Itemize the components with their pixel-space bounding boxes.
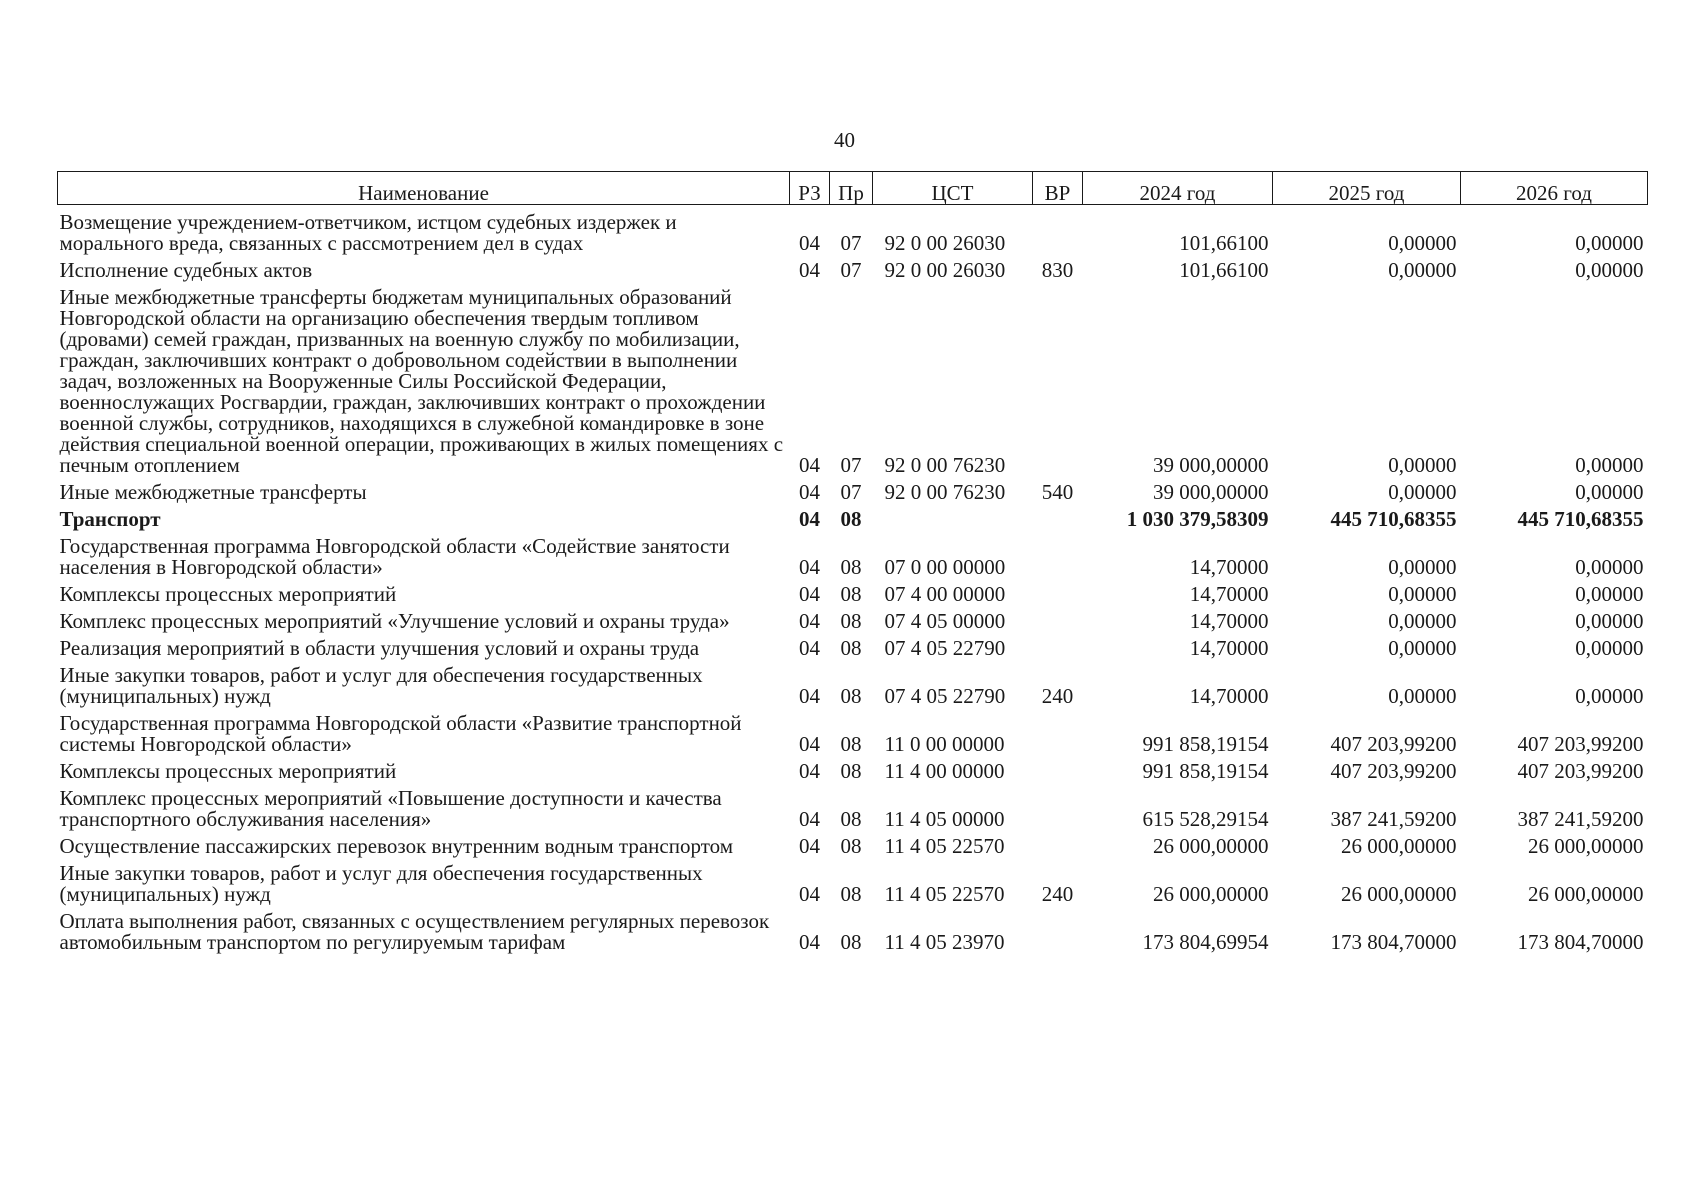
row-cst: 07 4 00 00000	[884, 582, 1006, 606]
row-rz: 04	[799, 453, 820, 477]
table-row	[58, 755, 1648, 782]
row-2025: 0,00000	[1388, 636, 1457, 660]
row-2026: 0,00000	[1575, 231, 1644, 255]
row-2024: 991 858,19154	[1142, 759, 1269, 783]
row-2024: 173 804,69954	[1142, 930, 1269, 954]
row-2026: 407 203,99200	[1517, 759, 1644, 783]
row-2024: 991 858,19154	[1142, 732, 1269, 756]
row-2024: 14,70000	[1189, 636, 1269, 660]
row-2025: 0,00000	[1388, 684, 1457, 708]
header-2024: 2024 год	[1083, 172, 1273, 205]
table-header-row	[58, 172, 1648, 205]
header-2025: 2025 год	[1273, 172, 1461, 205]
row-vr	[1033, 632, 1083, 659]
table-row	[58, 254, 1648, 281]
budget-table	[57, 171, 1648, 953]
row-pr: 08	[840, 582, 862, 606]
header-name: Наименование	[58, 172, 790, 205]
row-name: Оплата выполнения работ, связанных с осуществлением регулярных перевозок автомобильным транспортом по регулируемым тарифам	[59, 909, 770, 954]
row-name: Иные межбюджетные трансферты	[59, 480, 367, 504]
row-2025: 0,00000	[1388, 453, 1457, 477]
row-2025: 387 241,59200	[1330, 807, 1457, 831]
table-row	[58, 530, 1648, 578]
row-cst: 92 0 00 76230	[884, 453, 1006, 477]
row-2026: 387 241,59200	[1517, 807, 1644, 831]
row-2025: 0,00000	[1388, 480, 1457, 504]
row-name: Государственная программа Новгородской области «Развитие транспортной системы Новгородской области»	[59, 711, 742, 756]
row-name: Осуществление пассажирских перевозок внутренним водным транспортом	[59, 834, 733, 858]
row-rz: 04	[799, 231, 820, 255]
row-cst: 92 0 00 76230	[884, 480, 1006, 504]
row-2026: 26 000,00000	[1528, 834, 1644, 858]
table-row	[58, 205, 1648, 255]
row-2024: 26 000,00000	[1153, 882, 1269, 906]
row-cst: 11 4 05 00000	[884, 807, 1005, 831]
row-pr: 08	[840, 882, 862, 906]
row-2025: 26 000,00000	[1341, 834, 1457, 858]
row-2024: 615 528,29154	[1142, 807, 1269, 831]
header-rz: РЗ	[790, 172, 830, 205]
row-pr: 07	[840, 231, 862, 255]
row-pr: 08	[840, 507, 862, 531]
row-2025: 0,00000	[1388, 231, 1457, 255]
row-rz: 04	[799, 258, 820, 282]
row-name: Возмещение учреждением-ответчиком, истцом судебных издержек и морального вреда, связанных с рассмотрением дел в судах	[59, 210, 677, 255]
row-pr: 08	[840, 732, 862, 756]
row-2026: 0,00000	[1575, 684, 1644, 708]
row-name: Иные закупки товаров, работ и услуг для обеспечения государственных (муниципальных) нужд	[59, 861, 703, 906]
table-row	[58, 281, 1648, 476]
row-rz: 04	[799, 636, 820, 660]
row-name: Комплекс процессных мероприятий «Улучшение условий и охраны труда»	[59, 609, 730, 633]
row-pr: 07	[840, 480, 862, 504]
row-rz: 04	[799, 555, 820, 579]
row-2026: 173 804,70000	[1517, 930, 1644, 954]
row-cst: 92 0 00 26030	[884, 258, 1006, 282]
row-2026: 0,00000	[1575, 609, 1644, 633]
row-rz: 04	[799, 507, 820, 531]
row-rz: 04	[799, 759, 820, 783]
table-row	[58, 857, 1648, 905]
row-rz: 04	[799, 609, 820, 633]
row-cst: 07 4 05 22790	[884, 636, 1006, 660]
row-2024: 14,70000	[1189, 582, 1269, 606]
table-row	[58, 659, 1648, 707]
table-row	[58, 707, 1648, 755]
row-rz: 04	[799, 930, 820, 954]
row-pr: 08	[840, 555, 862, 579]
row-2024: 101,66100	[1179, 231, 1269, 255]
row-vr	[1033, 905, 1083, 953]
row-pr: 08	[840, 759, 862, 783]
row-rz: 04	[799, 882, 820, 906]
table-row	[58, 578, 1648, 605]
row-cst: 07 0 00 00000	[884, 555, 1006, 579]
row-name: Комплексы процессных мероприятий	[59, 582, 397, 606]
row-rz: 04	[799, 807, 820, 831]
row-2025: 0,00000	[1388, 555, 1457, 579]
row-vr	[1033, 530, 1083, 578]
row-name: Комплекс процессных мероприятий «Повышение доступности и качества транспортного обслуживания населения»	[59, 786, 722, 831]
row-2026: 445 710,68355	[1517, 507, 1644, 531]
row-2026: 407 203,99200	[1517, 732, 1644, 756]
table-row	[58, 905, 1648, 953]
row-rz: 04	[799, 834, 820, 858]
row-2024: 101,66100	[1179, 258, 1269, 282]
row-name: Комплексы процессных мероприятий	[59, 759, 397, 783]
row-name: Иные межбюджетные трансферты бюджетам муниципальных образований Новгородской области на организацию обеспечения твердым топливом (дровами) семей граждан, призванных на военную службу по мобилизации, граждан, заключивших контракт о добровольном содействии в выполнении задач, возложенных на Вооруженные Силы Российской Федерации, военнослужащих Росгвардии, граждан, заключивших контракт о прохождении военной службы, сотрудников, находящихся в служебной командировке в зоне действия специальной военной операции, проживающих в жилых помещениях с печным отоплением	[59, 285, 784, 477]
row-cst: 07 4 05 00000	[884, 609, 1006, 633]
row-name: Транспорт	[59, 507, 161, 531]
header-cst: ЦСТ	[873, 172, 1033, 205]
row-cst: 11 4 05 22570	[884, 882, 1005, 906]
row-rz: 04	[799, 732, 820, 756]
row-pr: 08	[840, 930, 862, 954]
row-2024: 39 000,00000	[1153, 453, 1269, 477]
row-name: Государственная программа Новгородской области «Содействие занятости населения в Новгородской области»	[59, 534, 730, 579]
row-vr	[1033, 281, 1083, 476]
row-pr: 07	[840, 453, 862, 477]
row-pr: 07	[840, 258, 862, 282]
table-row	[58, 632, 1648, 659]
table-row	[58, 605, 1648, 632]
row-name: Реализация мероприятий в области улучшения условий и охраны труда	[59, 636, 700, 660]
row-2024: 14,70000	[1189, 684, 1269, 708]
row-vr: 240	[1041, 882, 1074, 906]
row-pr: 08	[840, 834, 862, 858]
row-2025: 0,00000	[1388, 609, 1457, 633]
row-2026: 0,00000	[1575, 480, 1644, 504]
row-2026: 26 000,00000	[1528, 882, 1644, 906]
row-vr	[1033, 707, 1083, 755]
row-vr	[1033, 755, 1083, 782]
header-vr: ВР	[1033, 172, 1083, 205]
table-row	[58, 476, 1648, 503]
row-vr: 240	[1041, 684, 1074, 708]
table-row	[58, 830, 1648, 857]
row-name: Исполнение судебных актов	[59, 258, 313, 282]
row-vr	[1033, 205, 1083, 255]
row-2025: 26 000,00000	[1341, 882, 1457, 906]
row-2026: 0,00000	[1575, 258, 1644, 282]
row-2025: 0,00000	[1388, 258, 1457, 282]
row-pr: 08	[840, 609, 862, 633]
row-2025: 445 710,68355	[1330, 507, 1457, 531]
row-2024: 1 030 379,58309	[1126, 507, 1269, 531]
row-cst: 07 4 05 22790	[884, 684, 1006, 708]
row-2025: 173 804,70000	[1330, 930, 1457, 954]
row-cst: 11 4 00 00000	[884, 759, 1005, 783]
row-2025: 407 203,99200	[1330, 732, 1457, 756]
row-pr: 08	[840, 807, 862, 831]
row-2026: 0,00000	[1575, 453, 1644, 477]
header-2026: 2026 год	[1461, 172, 1648, 205]
row-2026: 0,00000	[1575, 555, 1644, 579]
row-vr	[1033, 830, 1083, 857]
row-name: Иные закупки товаров, работ и услуг для обеспечения государственных (муниципальных) нужд	[59, 663, 703, 708]
table-row-section	[58, 503, 1648, 530]
row-pr: 08	[840, 684, 862, 708]
row-vr	[1033, 782, 1083, 830]
header-pr: Пр	[830, 172, 873, 205]
row-2024: 39 000,00000	[1153, 480, 1269, 504]
row-vr: 540	[1041, 480, 1074, 504]
row-2026: 0,00000	[1575, 582, 1644, 606]
row-2024: 14,70000	[1189, 555, 1269, 579]
row-rz: 04	[799, 684, 820, 708]
row-cst: 11 4 05 22570	[884, 834, 1005, 858]
row-cst: 11 4 05 23970	[884, 930, 1005, 954]
row-2025: 407 203,99200	[1330, 759, 1457, 783]
page-number: 40	[834, 128, 855, 152]
row-rz: 04	[799, 480, 820, 504]
row-cst: 92 0 00 26030	[884, 231, 1006, 255]
row-pr: 08	[840, 636, 862, 660]
row-2026: 0,00000	[1575, 636, 1644, 660]
row-vr	[1033, 578, 1083, 605]
row-2024: 14,70000	[1189, 609, 1269, 633]
row-rz: 04	[799, 582, 820, 606]
row-2024: 26 000,00000	[1153, 834, 1269, 858]
row-2025: 0,00000	[1388, 582, 1457, 606]
row-vr	[1033, 605, 1083, 632]
table-row	[58, 782, 1648, 830]
row-cst	[873, 503, 1033, 530]
row-cst: 11 0 00 00000	[884, 732, 1005, 756]
row-vr	[1033, 503, 1083, 530]
row-vr: 830	[1041, 258, 1074, 282]
